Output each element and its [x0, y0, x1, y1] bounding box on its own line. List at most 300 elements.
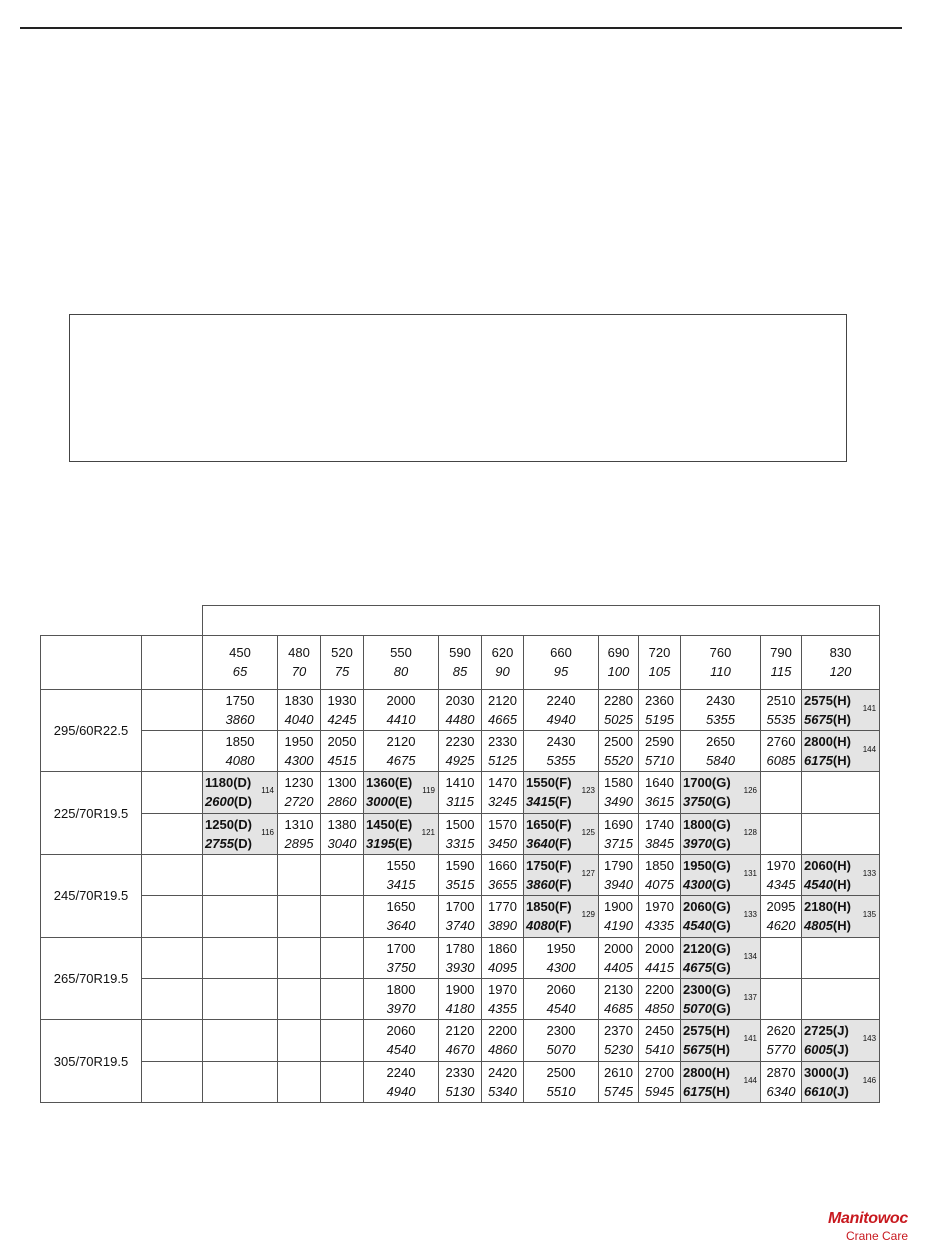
load-index: 116: [261, 827, 274, 837]
load-bottom-line: [482, 792, 523, 811]
load-value: 1740: [645, 816, 674, 832]
value-cell: [599, 1061, 639, 1102]
value-cell: [639, 937, 681, 978]
load-bottom-line: [761, 751, 801, 770]
load-value-italic: 3450: [488, 835, 517, 851]
load-class-label: (E): [394, 835, 413, 851]
value-cell: [364, 813, 439, 854]
load-value-italic: 3415: [386, 877, 416, 893]
empty-cell: [278, 978, 321, 1019]
load-top-line: [639, 1021, 680, 1040]
load-bottom-line: [203, 710, 277, 729]
load-bottom-line: [681, 792, 760, 811]
value-cell: [321, 730, 364, 771]
load-value-italic: 2860: [327, 794, 357, 810]
load-value: 1750: [526, 858, 555, 874]
load-value-italic: 5410: [645, 1042, 674, 1058]
header-bottom: 115: [770, 664, 792, 680]
load-top-line: [639, 732, 680, 751]
load-class-label: (E): [394, 794, 413, 810]
logo-brand: Manitowoc: [828, 1210, 908, 1227]
load-index: 141: [743, 1034, 757, 1044]
load-class-label: (H): [711, 1064, 730, 1080]
value-cell: [802, 1061, 880, 1102]
load-bottom-line: [364, 751, 438, 770]
load-top-line: [524, 1063, 598, 1082]
load-class-label: (G): [711, 816, 731, 832]
load-value-italic: 4180: [445, 1001, 475, 1017]
table-row: [41, 1020, 880, 1061]
value-cell: [439, 896, 482, 937]
load-value: 2095: [766, 899, 796, 915]
load-top-line: [761, 856, 801, 875]
load-bottom-line: [639, 834, 680, 853]
load-value: 2510: [766, 692, 796, 708]
value-cell: [278, 689, 321, 730]
load-top-line: [761, 897, 801, 916]
load-bottom-line: [802, 1082, 879, 1101]
load-value-italic: 4670: [445, 1042, 475, 1058]
load-top-line: [203, 691, 277, 710]
load-bottom-line: [364, 792, 438, 811]
load-bottom-line: [524, 1082, 598, 1101]
value-cell: [439, 813, 482, 854]
value-cell: [681, 1061, 761, 1102]
load-bottom-line: [364, 710, 438, 729]
load-bottom-line: [524, 751, 598, 770]
load-value: 2300: [683, 982, 712, 998]
load-value-italic: 5130: [445, 1083, 475, 1099]
load-value: 1970: [766, 858, 796, 874]
load-value-italic: 3490: [604, 794, 633, 810]
load-value: 2280: [604, 692, 633, 708]
load-value: 1640: [645, 775, 674, 791]
load-bottom-line: [524, 999, 598, 1018]
load-bottom-line: [278, 834, 320, 853]
value-cell: [681, 730, 761, 771]
load-value-italic: 3750: [683, 794, 712, 810]
load-value-italic: 4925: [445, 753, 475, 769]
value-cell: [482, 689, 524, 730]
load-bottom-line: [681, 751, 760, 770]
value-cell: [524, 1020, 599, 1061]
load-bottom-line: [599, 875, 638, 894]
load-value: 2120: [445, 1023, 475, 1039]
blank-cell: [142, 896, 203, 937]
empty-cell: [321, 1020, 364, 1061]
load-class-label: (H): [832, 899, 851, 915]
load-top-line: [439, 939, 481, 958]
header-top: 720: [648, 645, 671, 661]
load-bottom-line: [599, 751, 638, 770]
load-top-line: [439, 732, 481, 751]
load-class-label: (G): [711, 775, 731, 791]
load-class-label: (D): [233, 794, 252, 810]
tire-size-cell: 225/70R19.5: [41, 772, 142, 855]
load-top-line: [599, 939, 638, 958]
load-value: 1950: [683, 858, 712, 874]
load-class-label: (G): [711, 794, 731, 810]
value-cell: [761, 730, 802, 771]
load-top-line: [599, 732, 638, 751]
empty-cell: [321, 896, 364, 937]
load-value-italic: 6610: [804, 1083, 833, 1099]
table-row: [41, 730, 880, 771]
table-top-row: [41, 606, 880, 636]
load-top-line: [364, 1063, 438, 1082]
empty-cell: [278, 937, 321, 978]
load-value-italic: 4040: [284, 711, 314, 727]
load-class-label: (F): [554, 877, 572, 893]
header-cell: [364, 636, 439, 689]
load-value: 2360: [645, 692, 674, 708]
load-class-label: (H): [711, 1042, 730, 1058]
value-cell: [439, 1020, 482, 1061]
load-top-line: [524, 732, 598, 751]
load-class-label: (F): [554, 858, 572, 874]
value-cell: [482, 813, 524, 854]
load-bottom-line: [439, 1040, 481, 1059]
load-top-line: [524, 691, 598, 710]
blank-cell: [142, 1061, 203, 1102]
load-value-italic: 5770: [766, 1042, 796, 1058]
load-value: 1970: [645, 899, 674, 915]
load-value: 1700: [386, 940, 416, 956]
load-value-italic: 2895: [284, 835, 314, 851]
value-cell: [599, 689, 639, 730]
load-value-italic: 5520: [604, 753, 633, 769]
load-class-label: (G): [711, 959, 731, 975]
load-value: 2200: [645, 982, 674, 998]
empty-cell: [321, 978, 364, 1019]
load-top-line: [681, 732, 760, 751]
load-value-italic: 5355: [706, 711, 735, 727]
load-bottom-line: [364, 875, 438, 894]
load-bottom-line: [524, 958, 598, 977]
load-index: 129: [581, 910, 595, 920]
value-cell: [321, 689, 364, 730]
value-cell: [364, 772, 439, 813]
value-cell: [681, 689, 761, 730]
header-bottom: 110: [710, 664, 731, 680]
empty-cell: [278, 1061, 321, 1102]
load-value-italic: 6175: [804, 753, 833, 769]
load-index: 123: [581, 786, 595, 796]
load-bottom-line: [321, 751, 363, 770]
header-cell: [802, 636, 880, 689]
note-box: [69, 314, 847, 462]
load-top-line: [599, 1063, 638, 1082]
load-value: 2590: [645, 734, 674, 750]
value-cell: [524, 937, 599, 978]
load-index: 125: [581, 827, 595, 837]
load-class-label: (G): [711, 918, 731, 934]
load-value-italic: 4940: [386, 1083, 416, 1099]
load-top-line: [439, 773, 481, 792]
load-top-line: [482, 980, 523, 999]
load-value-italic: 4095: [488, 959, 517, 975]
load-class-label: (H): [832, 734, 851, 750]
load-value: 1970: [488, 982, 517, 998]
table-row: [41, 896, 880, 937]
load-class-label: (J): [832, 1064, 849, 1080]
load-value: 1590: [445, 858, 475, 874]
load-value-italic: 5340: [488, 1083, 517, 1099]
load-value: 1860: [488, 940, 517, 956]
load-value-italic: 3615: [645, 794, 674, 810]
load-value: 2240: [386, 1064, 416, 1080]
load-value: 2650: [706, 734, 735, 750]
load-value-italic: 4345: [766, 877, 796, 893]
value-cell: [802, 730, 880, 771]
load-value: 1800: [683, 816, 712, 832]
load-value: 2330: [445, 1064, 475, 1080]
load-value: 1500: [445, 816, 475, 832]
load-class-label: (G): [711, 982, 731, 998]
value-cell: [278, 813, 321, 854]
table-row: [41, 772, 880, 813]
load-bottom-line: [802, 916, 879, 935]
value-cell: [802, 854, 880, 895]
load-top-line: [278, 691, 320, 710]
header-bottom: 65: [232, 664, 248, 680]
load-class-label: (F): [554, 899, 572, 915]
value-cell: [278, 730, 321, 771]
value-cell: [681, 937, 761, 978]
load-bottom-line: [439, 792, 481, 811]
load-value: 2120: [683, 940, 712, 956]
load-value: 1650: [526, 816, 555, 832]
load-class-label: (F): [554, 794, 572, 810]
load-bottom-line: [439, 958, 481, 977]
load-value: 1930: [327, 692, 357, 708]
load-value: 1780: [445, 940, 475, 956]
value-cell: [639, 854, 681, 895]
load-value: 1800: [386, 982, 416, 998]
load-value: 2060: [546, 982, 576, 998]
load-top-line: [599, 856, 638, 875]
load-value-italic: 4665: [488, 711, 517, 727]
value-cell: [681, 772, 761, 813]
load-bottom-line: [681, 916, 760, 935]
top-empty-cell: [41, 606, 203, 636]
load-value-italic: 5025: [604, 711, 633, 727]
empty-cell: [278, 1020, 321, 1061]
value-cell: [761, 854, 802, 895]
load-top-line: [439, 897, 481, 916]
load-bottom-line: [681, 1082, 760, 1101]
header-blank-cell: [142, 636, 203, 689]
value-cell: [599, 937, 639, 978]
load-value: 1310: [284, 816, 314, 832]
load-bottom-line: [278, 751, 320, 770]
empty-cell: [203, 937, 278, 978]
load-bottom-line: [761, 1040, 801, 1059]
header-bottom: 75: [334, 664, 350, 680]
load-value: 2800: [683, 1064, 712, 1080]
load-bottom-line: [482, 834, 523, 853]
header-top: 660: [550, 645, 572, 661]
load-value: 2700: [645, 1064, 674, 1080]
load-value-italic: 3115: [446, 794, 474, 810]
header-top: 790: [770, 645, 792, 661]
load-top-line: [321, 773, 363, 792]
load-bottom-line: [524, 916, 598, 935]
load-bottom-line: [599, 999, 638, 1018]
load-value: 1580: [604, 775, 633, 791]
value-cell: [599, 1020, 639, 1061]
value-cell: [321, 813, 364, 854]
load-index: 114: [261, 786, 274, 796]
load-class-label: (H): [832, 692, 851, 708]
load-value-italic: 5070: [546, 1042, 576, 1058]
header-cell: [321, 636, 364, 689]
header-tire-cell: [41, 636, 142, 689]
empty-cell: [203, 896, 278, 937]
load-value: 1950: [546, 940, 576, 956]
load-value-italic: 5070: [683, 1001, 712, 1017]
load-value-italic: 3195: [366, 835, 395, 851]
load-bottom-line: [599, 916, 638, 935]
load-value-italic: 4540: [683, 918, 712, 934]
header-bottom: 70: [291, 664, 307, 680]
header-bottom: 105: [648, 664, 671, 680]
load-index: 133: [862, 868, 877, 878]
load-value-italic: 4080: [526, 918, 555, 934]
load-class-label: (G): [711, 940, 731, 956]
value-cell: [321, 772, 364, 813]
load-value: 2725: [804, 1023, 833, 1039]
load-value-italic: 4245: [327, 711, 357, 727]
logo-subtitle: Crane Care: [845, 1229, 908, 1243]
load-value: 1660: [488, 858, 517, 874]
load-bottom-line: [681, 958, 760, 977]
load-value: 2000: [386, 692, 416, 708]
empty-cell: [802, 978, 880, 1019]
load-index: 119: [422, 786, 435, 796]
load-value-italic: 3040: [327, 835, 357, 851]
value-cell: [639, 813, 681, 854]
load-index: 128: [743, 827, 757, 837]
load-value: 2500: [604, 734, 633, 750]
load-bottom-line: [439, 751, 481, 770]
load-value-italic: 5230: [604, 1042, 633, 1058]
load-index: 126: [743, 786, 757, 796]
load-bottom-line: [761, 710, 801, 729]
load-top-line: [524, 980, 598, 999]
load-class-label: (D): [233, 775, 252, 791]
header-top: 760: [709, 645, 732, 661]
value-cell: [203, 730, 278, 771]
load-bottom-line: [364, 1040, 438, 1059]
load-top-line: [482, 1063, 523, 1082]
value-cell: [681, 854, 761, 895]
value-cell: [482, 1061, 524, 1102]
load-value-italic: 5195: [645, 711, 674, 727]
load-top-line: [364, 732, 438, 751]
load-index: 141: [862, 703, 877, 713]
load-bottom-line: [681, 875, 760, 894]
value-cell: [364, 730, 439, 771]
header-cell: [439, 636, 482, 689]
load-value: 2760: [766, 734, 796, 750]
empty-cell: [802, 937, 880, 978]
value-cell: [524, 772, 599, 813]
load-bottom-line: [203, 792, 277, 811]
table-row: [41, 978, 880, 1019]
load-index: 127: [581, 868, 595, 878]
load-value-italic: 3715: [604, 835, 633, 851]
load-value-italic: 6175: [683, 1083, 712, 1099]
load-bottom-line: [321, 792, 363, 811]
empty-cell: [203, 1061, 278, 1102]
value-cell: [482, 937, 524, 978]
load-top-line: [524, 939, 598, 958]
load-top-line: [681, 691, 760, 710]
load-value: 2870: [766, 1064, 796, 1080]
load-value-italic: 4300: [284, 753, 314, 769]
load-top-line: [439, 980, 481, 999]
load-top-line: [599, 897, 638, 916]
load-value-italic: 4410: [386, 711, 416, 727]
load-top-line: [599, 1021, 638, 1040]
header-bottom: 95: [553, 664, 569, 680]
value-cell: [599, 813, 639, 854]
manitowoc-logo: [798, 1210, 908, 1246]
value-cell: [524, 854, 599, 895]
load-value-italic: 5945: [645, 1083, 674, 1099]
load-top-line: [761, 732, 801, 751]
header-top: 590: [449, 645, 471, 661]
value-cell: [524, 896, 599, 937]
load-class-label: (F): [554, 918, 572, 934]
load-bottom-line: [203, 834, 277, 853]
header-top: 480: [288, 645, 310, 661]
load-bottom-line: [639, 751, 680, 770]
blank-cell: [142, 1020, 203, 1061]
load-value: 1380: [327, 816, 357, 832]
load-value: 2620: [766, 1023, 796, 1039]
load-top-line: [639, 856, 680, 875]
value-cell: [482, 854, 524, 895]
value-cell: [599, 730, 639, 771]
load-class-label: (G): [711, 858, 731, 874]
header-cell: [203, 636, 278, 689]
load-value: 3000: [804, 1064, 833, 1080]
load-value-italic: 5535: [766, 711, 796, 727]
load-top-line: [482, 691, 523, 710]
value-cell: [482, 730, 524, 771]
load-class-label: (H): [832, 858, 851, 874]
load-value: 2575: [804, 692, 833, 708]
load-value-italic: 3860: [526, 877, 555, 893]
value-cell: [364, 896, 439, 937]
load-bottom-line: [524, 875, 598, 894]
load-value: 2050: [327, 734, 357, 750]
blank-cell: [142, 813, 203, 854]
value-cell: [681, 1020, 761, 1061]
header-cell: [278, 636, 321, 689]
header-top: 520: [331, 645, 353, 661]
load-value-italic: 5675: [804, 711, 833, 727]
load-value: 2030: [445, 692, 475, 708]
load-value-italic: 2720: [284, 794, 314, 810]
load-value-italic: 3970: [386, 1001, 416, 1017]
load-class-label: (G): [711, 877, 731, 893]
tire-size-cell: 295/60R22.5: [41, 689, 142, 772]
load-bottom-line: [761, 875, 801, 894]
value-cell: [439, 730, 482, 771]
